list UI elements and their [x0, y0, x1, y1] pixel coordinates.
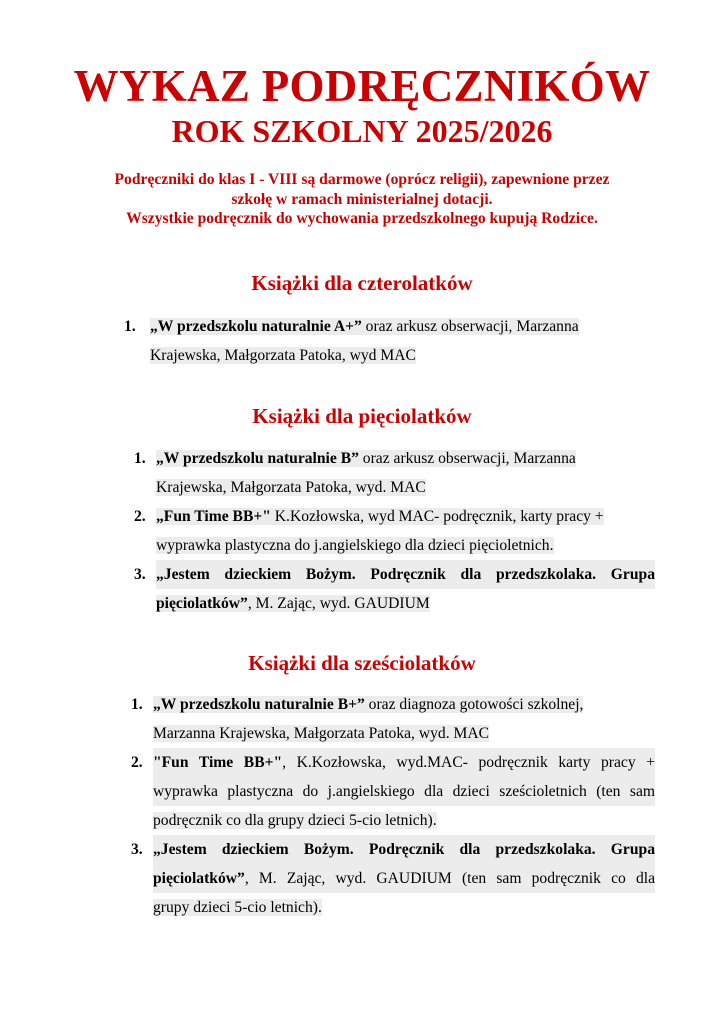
list-item [134, 560, 655, 618]
section-heading-5-year-olds: Książki dla pięciolatków [252, 404, 472, 428]
list-item [131, 748, 656, 835]
book-details: oraz diagnoza gotowości szkolnej, [364, 696, 584, 713]
book-title: „Jestem dzieckiem Bożym. Podręcznik dla przedszkolaka. Grupa [153, 835, 655, 864]
book-title: "Fun Time BB+" [153, 754, 283, 771]
book-title: pięciolatków” [156, 595, 248, 612]
intro-note [60, 170, 664, 229]
book-title: „Fun Time BB+" [156, 508, 271, 525]
item-number: 1. [131, 696, 143, 713]
item-number: 3. [131, 841, 143, 858]
book-details: , K.Kozłowska, wyd.MAC- podręcznik karty pracy + [282, 754, 656, 771]
intro-line: Podręczniki do klas I - VIII są darmowe (oprócz religii), zapewnione przez [114, 171, 610, 188]
book-list-6-year-olds [131, 690, 656, 922]
item-number: 3. [134, 566, 146, 583]
list-item [131, 835, 655, 922]
book-title: „W przedszkolu naturalnie A+” [150, 318, 362, 335]
section-heading-6-year-olds: Książki dla sześciolatków [248, 651, 476, 675]
intro-line: Wszystkie podręcznik do wychowania przedszkolnego kupują Rodzice. [126, 210, 598, 227]
book-details: oraz arkusz obserwacji, Marzanna [358, 450, 576, 467]
book-details: oraz arkusz obserwacji, Marzanna [361, 318, 579, 335]
book-details: K.Kozłowska, wyd MAC- podręcznik, karty pracy + [270, 508, 604, 525]
item-number: 1. [124, 318, 136, 335]
school-year-title: ROK SZKOLNY 2025/2026 [171, 113, 553, 149]
book-details: Krajewska, Małgorzata Patoka, wyd. MAC [156, 479, 426, 496]
book-title: „W przedszkolu naturalnie B+” [153, 696, 365, 713]
book-details: Krajewska, Małgorzata Patoka, wyd MAC [150, 347, 416, 364]
book-details: wyprawka plastyczna do j.angielskiego dla dzieci sześcioletnich (ten sam [153, 777, 655, 806]
item-number: 2. [131, 754, 143, 771]
book-details: grupy dzieci 5-cio letnich). [153, 899, 322, 916]
book-details: , M. Zając, wyd. GAUDIUM [247, 595, 430, 612]
book-list-4-year-olds [124, 312, 610, 370]
list-item [131, 690, 655, 748]
intro-line: szkołę w ramach ministerialnej dotacji. [231, 190, 493, 208]
book-details: , M. Zając, wyd. GAUDIUM (ten sam podręcznik co dla [244, 870, 655, 887]
item-number: 1. [134, 450, 146, 467]
book-details: podręcznik co dla grupy dzieci 5-cio letnich). [153, 812, 437, 829]
list-item [124, 312, 610, 370]
list-item [134, 502, 655, 560]
book-details: Marzanna Krajewska, Małgorzata Patoka, wyd. MAC [153, 725, 490, 742]
item-number: 2. [134, 508, 146, 525]
section-heading-4-year-olds: Książki dla czterolatków [251, 271, 473, 295]
document-title: WYKAZ PODRĘCZNIKÓW [73, 61, 651, 111]
book-title: „Jestem dzieckiem Bożym. Podręcznik dla przedszkolaka. Grupa [156, 560, 655, 589]
book-list-5-year-olds [134, 444, 655, 618]
book-title: „W przedszkolu naturalnie B” [156, 450, 359, 467]
book-title: pięciolatków” [153, 870, 245, 887]
list-item [134, 444, 655, 502]
book-details: wyprawka plastyczna do j.angielskiego dla dzieci pięcioletnich. [156, 537, 554, 554]
